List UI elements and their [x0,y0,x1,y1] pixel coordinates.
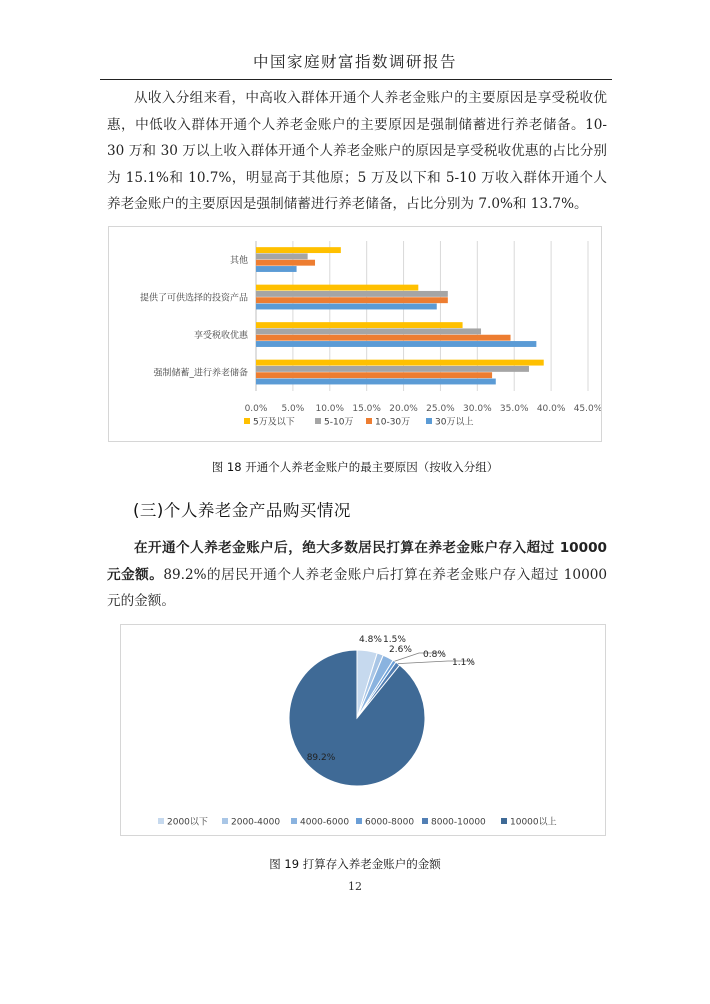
pie-data-label: 1.5% [383,635,406,645]
bar-chart [109,227,601,441]
pie-legend-swatch [222,818,228,824]
bar-tick-label: 30.0% [463,404,492,414]
bar-mark [256,322,463,328]
pie-legend-label: 8000-10000 [431,817,486,828]
bar-tick-label: 20.0% [389,404,418,414]
pie-legend-label: 2000-4000 [231,817,281,828]
pie-data-label: 0.8% [423,650,446,660]
pie-data-label: 2.6% [389,645,412,655]
figure18-frame [108,226,602,442]
bar-category-label: 提供了可供选择的投资产品 [139,293,248,304]
pie-legend-label: 2000以下 [167,817,208,828]
bar-mark [256,253,308,259]
bar-category-labels [140,254,249,379]
bar-mark [256,341,536,347]
bar-legend-label: 5-10万 [324,417,354,428]
bar-mark [256,335,511,341]
pie-data-label: 1.1% [452,658,475,668]
bar-tick-label: 40.0% [536,404,566,414]
pie-legend-swatch [501,818,507,824]
bar-tick-label: 5.0% [281,404,305,414]
bar-bars [256,247,544,384]
pie-data-label: 4.8% [359,635,382,645]
bar-category-label: 享受税收优惠 [193,330,248,341]
pie-legend-swatch [291,818,297,824]
bar-legend-label: 5万及以下 [253,417,295,428]
bar-tick-label: 45.0% [573,404,601,414]
pie-legend-label: 6000-8000 [365,817,415,828]
bar-legend-swatch [426,418,432,424]
header-rule [100,79,612,80]
page-number: 12 [348,880,362,893]
figure19-caption: 图 19 打算存入养老金账户的金额 [269,857,441,871]
bar-category-label: 其他 [229,255,248,266]
bar-mark [256,297,448,303]
section-title: (三)个人养老金产品购买情况 [133,501,351,520]
bar-tick-label: 35.0% [499,404,529,414]
pie-data-label: 89.2% [306,753,336,763]
bar-legend [244,416,473,428]
pie-slices [289,650,425,786]
bar-mark [256,372,492,378]
paragraph-deposit-intent [107,535,607,615]
bar-legend-swatch [315,418,321,424]
bar-mark [256,260,315,266]
figure18-caption: 图 18 开通个人养老金账户的最主要原因（按收入分组） [211,460,499,474]
bar-tick-label: 10.0% [315,404,345,414]
pie-legend-swatch [158,818,164,824]
figure19-frame [120,624,606,836]
bar-category-label: 强制储蓄_进行养老储备 [153,368,248,379]
pie-legend [158,816,557,828]
paragraph-bold-lead: 在开通个人养老金账户后，绝大多数居民打算在养老金账户存入超过 10000 元金额。 [107,540,607,583]
bar-tick-label: 15.0% [352,404,381,414]
bar-mark [256,366,529,372]
bar-tick-label: 0.0% [244,404,268,414]
bar-legend-swatch [244,418,250,424]
pie-chart [121,625,605,835]
paragraph-income-groups: 从收入分组来看，中高收入群体开通个人养老金账户的主要原因是享受税收优惠，中低收入群体开通个人养老金账户的主要原因是强制储蓄进行养老储备。10-30 万和 30 万以上收入群体开通个人养老金账户的原因是享受税收优惠的占比分别为 15.1%和 10.7%，明显高于其他原；5 万及以下和 5-10 万收入群体开通个人养老金账户的主要原因是强制储蓄进行养老储备，占比分别为 7.0%和 13.7%。 [107,90,607,212]
bar-mark [256,360,544,366]
bar-legend-swatch [366,418,372,424]
bar-mark [256,247,341,253]
bar-tick-label: 25.0% [426,404,455,414]
bar-mark [256,285,418,291]
page-header-title: 中国家庭财富指数调研报告 [252,53,457,71]
bar-mark [256,379,496,385]
bar-tick-labels [245,404,601,414]
bar-mark [256,291,448,297]
bar-mark [256,304,437,310]
pie-legend-label: 10000以上 [510,817,557,828]
paragraph-rest: 89.2%的居民开通个人养老金账户后打算在养老金账户存入超过 10000 元的金额。 [107,566,608,609]
pie-legend-swatch [422,818,428,824]
bar-legend-label: 10-30万 [375,417,411,428]
pie-legend-swatch [356,818,362,824]
pie-legend-label: 4000-6000 [300,817,350,828]
bar-mark [256,328,481,334]
bar-legend-label: 30万以上 [435,417,474,428]
pie-slice [289,650,425,786]
bar-mark [256,266,297,272]
